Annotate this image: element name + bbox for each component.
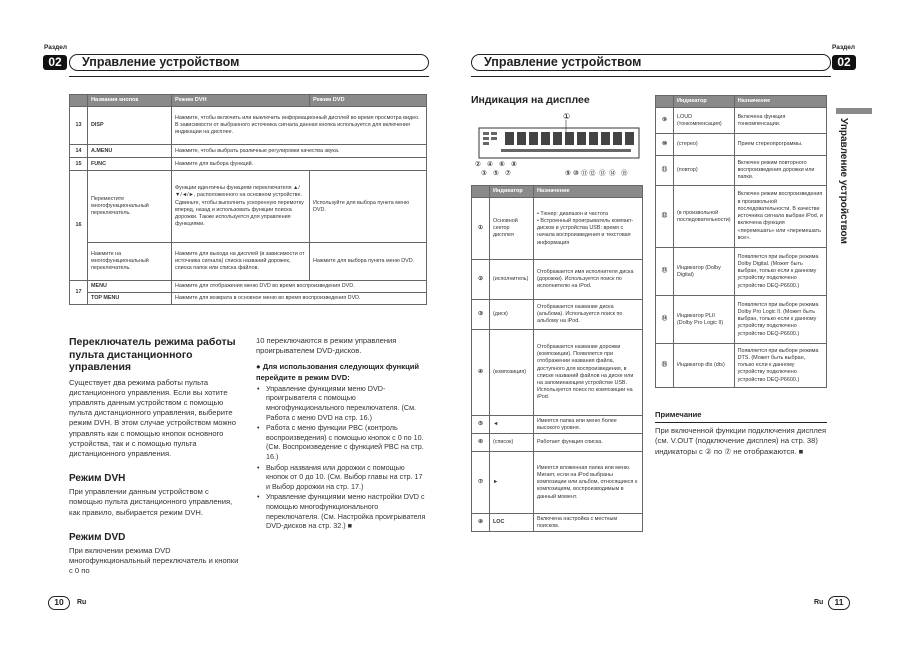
row-description: Нажмите для отображения меню DVD во время воспроизведения DVD. [172,281,427,293]
row-indicator: Основной сектор дисплея [490,198,534,260]
row-num: ⑨ [656,108,674,134]
row-indicator: (исполнитель) [490,260,534,300]
row-description: Нажмите, чтобы выбрать различные регулировки качества звука. [172,145,427,158]
row-purpose: Появляется при выборе режима DTS. (Может быть выбран, только если к данному устройству подключено устройство DEQ-P6600.) [734,344,826,388]
row-num: ④ [472,330,490,416]
th-button-name: Названия кнопок [88,95,172,107]
row-num: ⑭ [656,296,674,344]
callout-7: ⑦ [505,170,511,177]
row-num: 16 [70,171,88,281]
left-buttons-table [69,94,427,305]
row-num: ① [472,198,490,260]
list-item: • Выбор названия или дорожки с помощью кнопок от 0 до 10. (См. Выбор главы на стр. 17 и Выбор дорожки на стр. 17.) [256,463,428,492]
callout-10: ⑩ [573,170,579,177]
table-row [472,434,643,452]
side-tab [836,108,872,114]
display-title: Индикация на дисплее [471,94,590,106]
table-row [656,156,827,186]
row-button-name: TOP MENU [88,293,172,305]
row-num: ⑥ [472,434,490,452]
callout-14: ⑭ [609,170,616,177]
callout-15: ⑮ [621,170,628,177]
row-num: ② [472,260,490,300]
row-num: 15 [70,158,88,171]
row-indicator: (повтор) [674,156,735,186]
callout-13: ⑬ [599,170,606,177]
table-row [70,293,427,305]
row-purpose: Прием стереопрограммы. [734,134,826,156]
table-row [70,281,427,293]
right-page-header: Управление устройством [471,54,831,71]
row-indicator: (стерео) [674,134,735,156]
th-dvd-mode: Режим DVD [310,95,427,107]
row-description: Нажмите, чтобы включить или выключить информационный дисплей во время просмотра видео. В зависимости от выбранного источника сигнала данная кнопка используется для включения индикации на дисплее. [172,107,427,145]
table-row [656,296,827,344]
row-purpose: Появляется при выборе режима Dolby Pro Logic II. (Может быть выбран, только если к данному устройству подключено устройство DEQ-P6600.) [734,296,826,344]
row-num: ③ [472,300,490,330]
row-button-name: A.MENU [88,145,172,158]
table-row [70,145,427,158]
row-num: ⑪ [656,156,674,186]
row-num: 17 [70,281,88,305]
row-indicator: Индикатор PLII (Dolby Pro Logic II) [674,296,735,344]
row-num: ⑧ [472,514,490,532]
display-diagram [471,108,651,178]
row-indicator: Индикатор (Dolby Digital) [674,248,735,296]
row-button-name: MENU [88,281,172,293]
t2-th-indicator: Индикатор [674,96,735,108]
list-item: • Управление функциями меню DVD-проигрывателя с помощью многофункционального переключателя. (См. Работа с меню DVD на стр. 16.) [256,384,428,422]
callout-5: ⑤ [493,170,499,177]
row-purpose: Отображается название дорожки (композиции). Появляется при отображении названия файла, доступного для воспроизведения, в списке названий файлов на диске или на запоминающем устройстве USB. Используется поиск по композиции на iPod. [534,330,643,416]
row-dvd-description: Нажмите для выбора пункта меню DVD. [310,243,427,281]
row-purpose: Включен режим воспроизведения в произвольной последовательности. В качестве источника сигнала выбран iPod, и включена функция «перемешать» или «перемешать все». [734,186,826,248]
row-num: ⑤ [472,416,490,434]
right-page-number: 11 [828,596,850,610]
t1-th-indicator: Индикатор [490,186,534,198]
dvd-mode-title: Режим DVD [69,531,126,543]
dvh-mode-title: Режим DVH [69,473,126,485]
callout-6: ⑥ [499,161,505,168]
row-num: ⑫ [656,186,674,248]
note-title: Примечание [655,410,702,419]
callout-1: ① [563,112,571,121]
right-section-number: 02 [832,55,856,70]
row-description: Нажмите для выбора функций. [172,158,427,171]
callout-9: ⑨ [565,170,571,177]
table-row [472,416,643,434]
dvd-functions-title-text: Для использования следующих функций перейдите в режим DVD: [256,362,420,382]
th-num [70,95,88,107]
list-item: • Работа с меню функции PBC (контроль воспроизведения) с помощью кнопок с 0 по 10. (См. Воспроизведение с функцией PBC на стр. 16.) [256,423,428,461]
table-row [472,452,643,514]
table-row [472,260,643,300]
remote-mode-text: Существует два режима работы пульта дистанционного управления. Если вы хотите управлять данным устройством с помощью пульта дистанционного управления, выберите режим DVH. В этом случае устройством можно управлять как с помощью кнопок основного устройства, так и с помощью пульта дистанционного управления. [69,377,236,458]
left-col2 [256,336,428,532]
t2-th-purpose: Назначение [734,96,826,108]
row-button-name: DISP [88,107,172,145]
row-num: ⑬ [656,248,674,296]
row-num: 14 [70,145,88,158]
row-num: 13 [70,107,88,145]
lcd-characters [505,132,634,145]
indicator-table-2 [655,95,827,388]
dvh-mode-text: При управлении данным устройством с помощью пульта дистанционного управления, как правило, выбирается режим DVH. [69,487,233,517]
table-row [70,158,427,171]
table-row [656,108,827,134]
row-purpose: Включен режим повторного воспроизведения дорожки или папки. [734,156,826,186]
row-dvh-description: Функции идентичны функциям переключателя ▲/▼/◄/►, расположенного на основном устройстве. Сдвиньте, чтобы выполнить ускоренную перемотку вперед, назад и использовать функции поиска дорожки. Также используется для управления функциями. [172,171,310,243]
row-purpose: Отображается имя исполнителя диска (дорожки). Используется поиск по исполнителю на iPod. [534,260,643,300]
row-indicator: LOUD (тонкомпенсация) [674,108,735,134]
table-row [656,344,827,388]
table-row [70,243,427,281]
indicator-table-1 [471,185,643,532]
callout-12: ⑫ [589,170,596,177]
note-text: При включенной функции подключения дисплея (см. V.OUT (подключение дисплея) на стр. 38) индикаторы с ② по ⑦ не отображаются. ■ [655,426,827,456]
right-header-rule [471,76,831,77]
callout-4: ④ [487,161,493,168]
row-button-name: Нажмите на многофункциональный переключатель. [88,243,172,281]
dvd-functions-title: ● Для использования следующих функций перейдите в режим DVD: [256,362,420,382]
th-dvh-mode: Режим DVH [172,95,310,107]
row-indicator: (композиция) [490,330,534,416]
right-lang-label: Ru [814,599,824,606]
row-num: ⑩ [656,134,674,156]
t2-th-num [656,96,674,108]
right-razdel-label: Раздел [832,44,856,51]
table-row [472,300,643,330]
row-num: ⑮ [656,344,674,388]
row-indicator: (диск) [490,300,534,330]
dvd-functions-list [256,384,428,531]
row-purpose: Отображается название диска (альбома). Используется поиск по альбому на iPod. [534,300,643,330]
left-col1 [69,336,241,576]
row-purpose: Имеется вложенная папка или меню. Мигает, если на iPod выбраны композиции или альбом, относящиеся к композициям, воспроизводимым в данный момент. [534,452,643,514]
table-row [472,198,643,260]
row-purpose: Включена настройка с местным поиском. [534,514,643,532]
callout-11: ⑪ [581,170,588,177]
row-purpose: Включена функция тонкомпенсации. [734,108,826,134]
row-indicator: ◄ [490,416,534,434]
row-num: ⑦ [472,452,490,514]
left-page-number: 10 [48,596,70,610]
left-header-rule [69,76,429,77]
t1-th-purpose: Назначение [534,186,643,198]
row-purpose: Появляется при выборе режима Dolby Digital. (Может быть выбран, только если к данному устройству подключено устройство DEQ-P6600.) [734,248,826,296]
table-row [70,107,427,145]
table-row [472,330,643,416]
left-page-header: Управление устройством [69,54,429,71]
row-indicator: ► [490,452,534,514]
row-indicator: (список) [490,434,534,452]
row-description: Нажмите для возврата в основное меню во время воспроизведения DVD. [172,293,427,305]
note-rule [655,422,827,423]
table-row [656,186,827,248]
row-purpose: Работает функция списка. [534,434,643,452]
left-razdel-label: Раздел [44,44,68,51]
row-dvh-description: Нажмите для выхода на дисплей (в зависимости от источника сигнала) списка названий дорожек, списка папок или списка файлов. [172,243,310,281]
note-block [655,410,827,457]
remote-mode-title: Переключатель режима работы пульта дистанционного управления [69,336,236,373]
dvd-mode-text: При включении режима DVD многофункциональный переключатель и кнопки с 0 по [69,545,239,576]
t1-th-num [472,186,490,198]
table-row [70,171,427,243]
table-row [656,248,827,296]
row-purpose: Имеется папка или меню более высокого уровня. [534,416,643,434]
callout-8: ⑧ [511,161,517,168]
list-item: • Управление функциями меню настройки DVD с помощью многофункционального переключателя. (См. Настройка проигрывателя DVD-дисков на стр. 32.) ■ [256,492,428,530]
left-section-number: 02 [43,55,67,70]
row-button-name: FUNC [88,158,172,171]
left-lang-label: Ru [77,599,87,606]
table-row [472,514,643,532]
callout-3: ③ [481,170,487,177]
row-indicator: Индикатор dts (dts) [674,344,735,388]
callout-2: ② [475,161,481,168]
row-indicator: (в произвольной последовательности) [674,186,735,248]
side-tab-text: Управление устройством [838,118,849,244]
row-indicator: LOC [490,514,534,532]
table-row [656,134,827,156]
row-dvd-description: Используйте для выбора пункта меню DVD. [310,171,427,243]
row-button-name: Переместите многофункциональный переключатель. [88,171,172,243]
dvd-mode-text-cont: 10 переключаются в режим управления проигрывателем DVD-дисков. [256,336,397,356]
row-purpose: • Тюнер: диапазон и частота • Встроенный проигрыватель компакт-дисков и устройства USB: время с начала воспроизведения и текстовая информация [534,198,643,260]
